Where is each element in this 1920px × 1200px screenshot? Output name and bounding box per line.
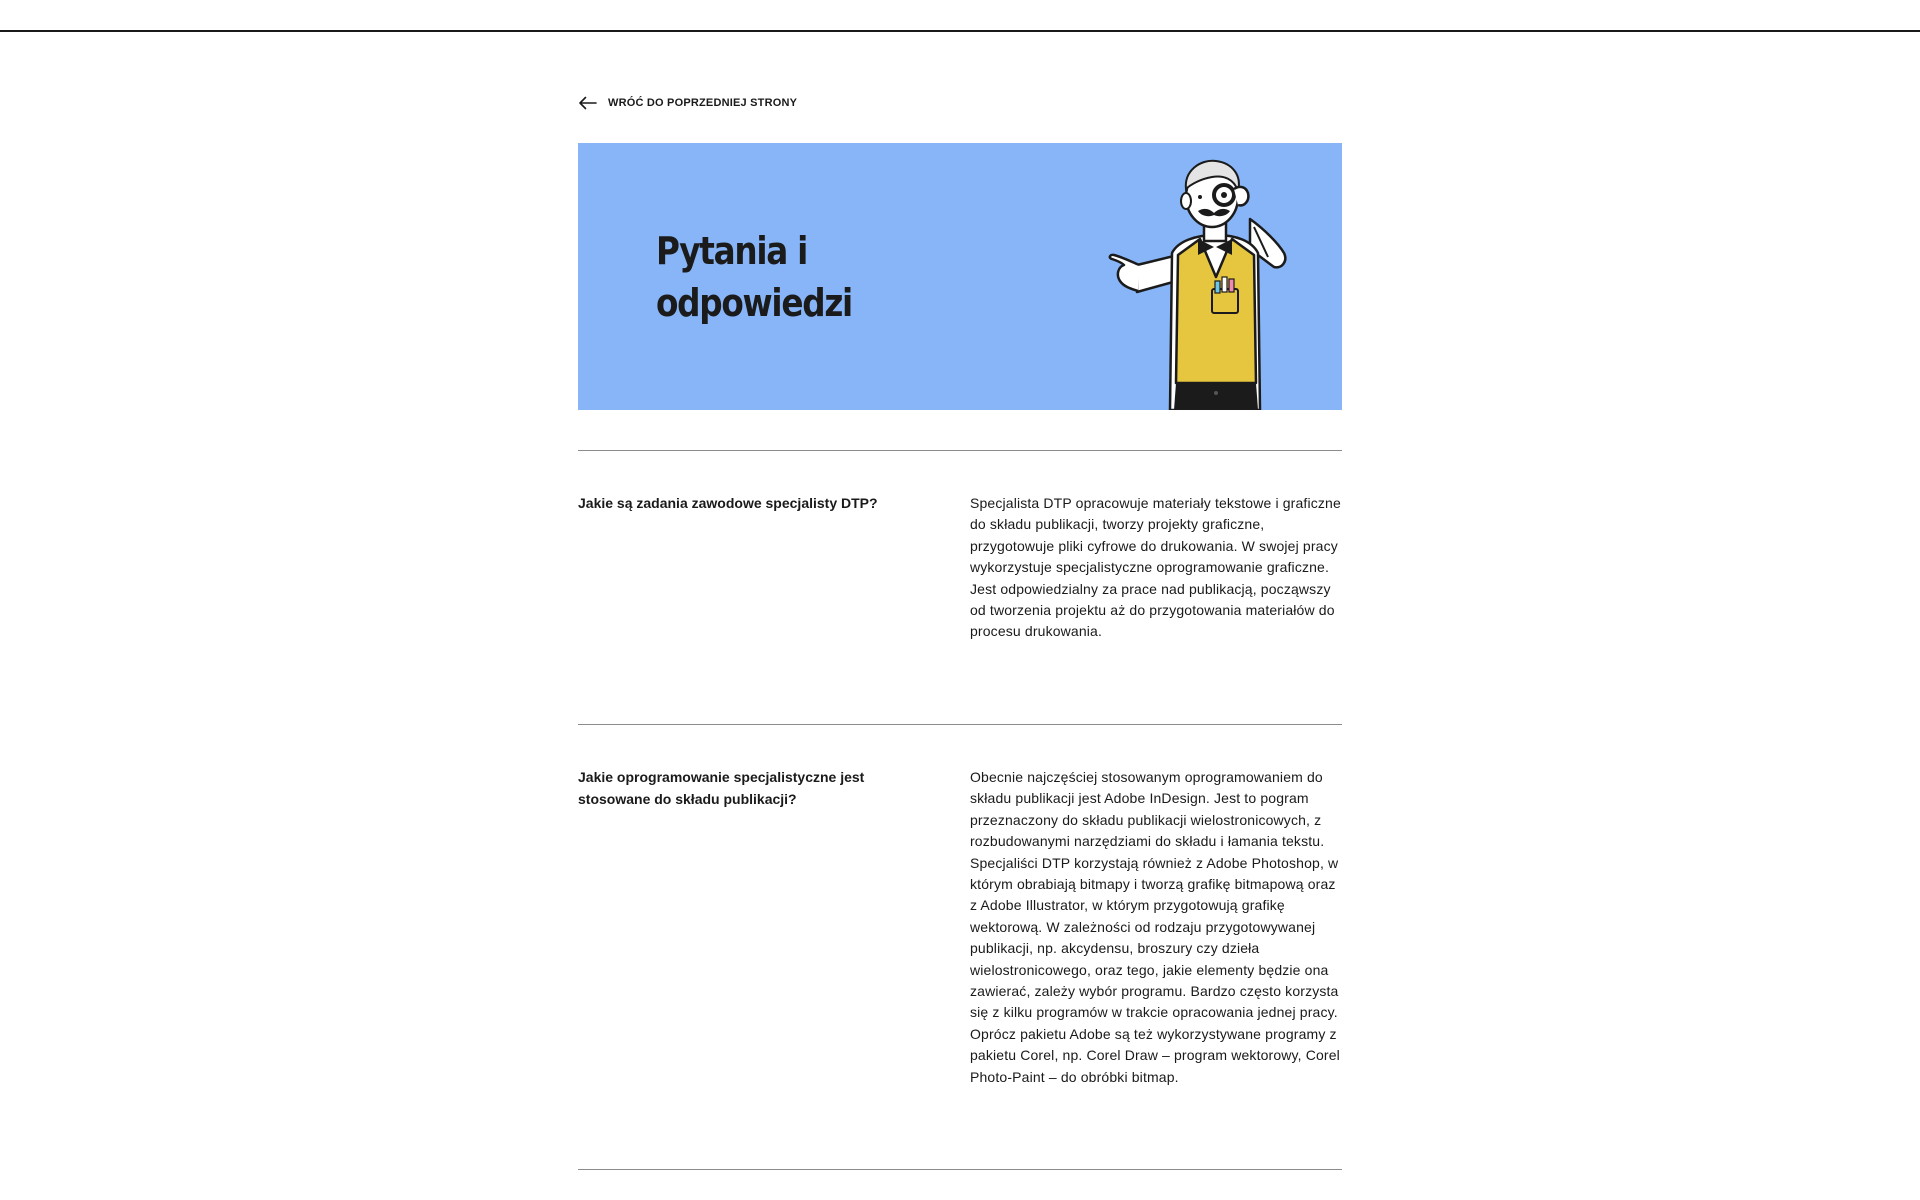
hero-banner: [578, 143, 1342, 410]
faq-divider: [578, 1169, 1342, 1170]
back-link[interactable]: [578, 96, 797, 110]
faq-answer: Obecnie najczęściej stosowanym oprogramowaniem do składu publikacji jest Adobe InDesign. Jest to pogram przeznaczony do składu publikacji wielostronicowych, z rozbudowanymi narzędziami do składu i łamania tekstu. Specjaliści DTP korzystają również z Adobe Photoshop, w którym obrabiają bitmapy i tworzą grafikę bitmapową oraz z Adobe Illustrator, w którym przygotowują grafikę wektorową. W zależności od rodzaju przygotowywanej publikacji, np. akcydensu, broszury czy dzieła wielostronicowego, oraz tego, jakie elementy będzie ona zawierać, zależy wybór programu. Bardzo często korzysta się z kilku programów w trakcie opracowania jednej pracy. Oprócz pakietu Adobe są też wykorzystywane programy z pakietu Corel, np. Corel Draw – program wektorowy, Corel Photo-Paint – do obróbki bitmap.: [970, 769, 1340, 1085]
faq-answer: Specjalista DTP opracowuje materiały tekstowe i graficzne do składu publikacji, tworzy projekty graficzne, przygotowuje pliki cyfrowe do drukowania. W swojej pracy wykorzystuje specjalistyczne oprogramowanie graficzne. Jest odpowiedzialny za prace nad publikacją, począwszy od tworzenia projektu aż do przygotowania materiałów do procesu drukowania.: [970, 495, 1341, 640]
old-man-with-magnifying-glass-icon: [1092, 157, 1342, 410]
back-link-label: WRÓĆ DO POPRZEDNIEJ STRONY: [608, 97, 798, 109]
page-title-line-2: odpowiedzi: [656, 281, 852, 325]
faq-list: [578, 450, 1342, 1170]
faq-item: [578, 451, 1342, 724]
faq-item: [578, 725, 1342, 1169]
arrow-left-icon: [578, 96, 598, 110]
page-title-line-1: Pytania i: [656, 229, 808, 273]
header-divider: [0, 30, 1920, 32]
faq-question: Jakie oprogramowanie specjalistyczne jest stosowane do składu publikacji?: [578, 769, 865, 807]
faq-question: Jakie są zadania zawodowe specjalisty DTP?: [578, 495, 878, 511]
page-title: [656, 225, 880, 329]
